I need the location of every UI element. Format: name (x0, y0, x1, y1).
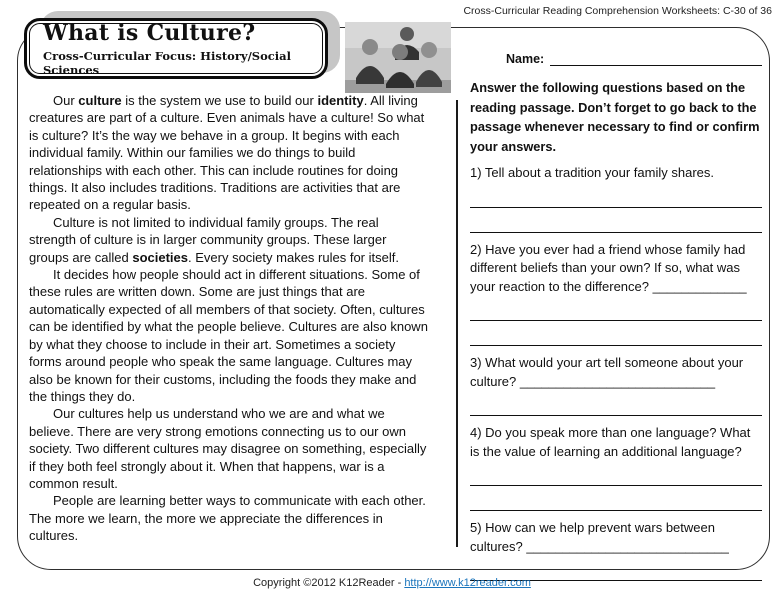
answer-line (470, 296, 762, 321)
copyright-text: Copyright ©2012 K12Reader - (253, 577, 405, 589)
family-photo (345, 22, 451, 93)
name-answer-line (550, 51, 762, 66)
answer-line (470, 461, 762, 486)
question-text: 1) Tell about a tradition your family shares. (470, 165, 714, 180)
answer-line (470, 183, 762, 208)
column-divider (456, 100, 458, 547)
passage (29, 92, 428, 545)
worksheet-series-label: Cross-Curricular Reading Comprehension Worksheets: C-30 of 36 (463, 5, 772, 17)
question-text: 4) Do you speak more than one language? What is the value of learning an additional language? (470, 425, 751, 459)
question (470, 424, 762, 511)
question-text: 2) Have you ever had a friend whose family had different beliefs than your own? If so, what was your reaction to the difference? _____________ (470, 241, 747, 294)
title-box-inner-border (29, 20, 323, 77)
question-text: 5) How can we help prevent wars between cultures? ____________________________ (470, 520, 729, 554)
title-box (24, 18, 328, 79)
passage-paragraph: Our cultures help us understand who we are and what we believe. There are very strong emotions connecting us to our own society. Two different cultures may disagree on something, especially if they both feel strongly about it. When that happens, war is a common result. (29, 406, 427, 491)
page-title: What is Culture? (43, 20, 256, 46)
name-label: Name: (506, 52, 545, 66)
answer-panel (470, 48, 762, 581)
answer-line (470, 486, 762, 511)
question (470, 241, 762, 347)
instructions-text: Answer the following questions based on the reading passage. Don’t forget to go back to the passage whenever necessary to find or confirm your answers. (470, 80, 760, 154)
footer-link[interactable]: http://www.k12reader.com (404, 577, 531, 589)
answer-line (470, 321, 762, 346)
page-subtitle: Cross-Curricular Focus: History/Social Sciences (43, 49, 291, 77)
passage-paragraph: Our culture is the system we use to build our identity. All living creatures are part of a culture. Even animals have a culture! So what is culture? It’s the way we behave in a group. It begins with each individual family. Within our families we do things to build relationships with each other. This can include routines for doing things. It also includes traditions. Traditions are activities that are repeated on a regular basis. (29, 93, 425, 213)
question (470, 164, 762, 233)
passage-paragraph: It decides how people should act in different situations. Some of these rules are written down. Some are just things that are automatically expected of all members of that society. Often, cultures can be identified by what the people believe. Cultures are also known by what they choose to include in their art. Sometimes a society forms around people who speak the same language. Cultures may also be known for their customs, including the foods they make and the things they do. (29, 267, 428, 404)
answer-line (470, 391, 762, 416)
answer-line (470, 208, 762, 233)
questions (470, 164, 762, 581)
passage-paragraph: People are learning better ways to communicate with each other. The more we learn, the more we appreciate the differences in cultures. (29, 493, 426, 544)
footer (0, 577, 784, 589)
passage-paragraph: Culture is not limited to individual family groups. The real strength of culture is in larger community groups. These larger groups are called societies. Every society makes rules for itself. (29, 214, 399, 265)
question-text: 3) What would your art tell someone about your culture? ___________________________ (470, 355, 744, 389)
question (470, 354, 762, 416)
question (470, 519, 762, 581)
name-row (470, 48, 762, 66)
